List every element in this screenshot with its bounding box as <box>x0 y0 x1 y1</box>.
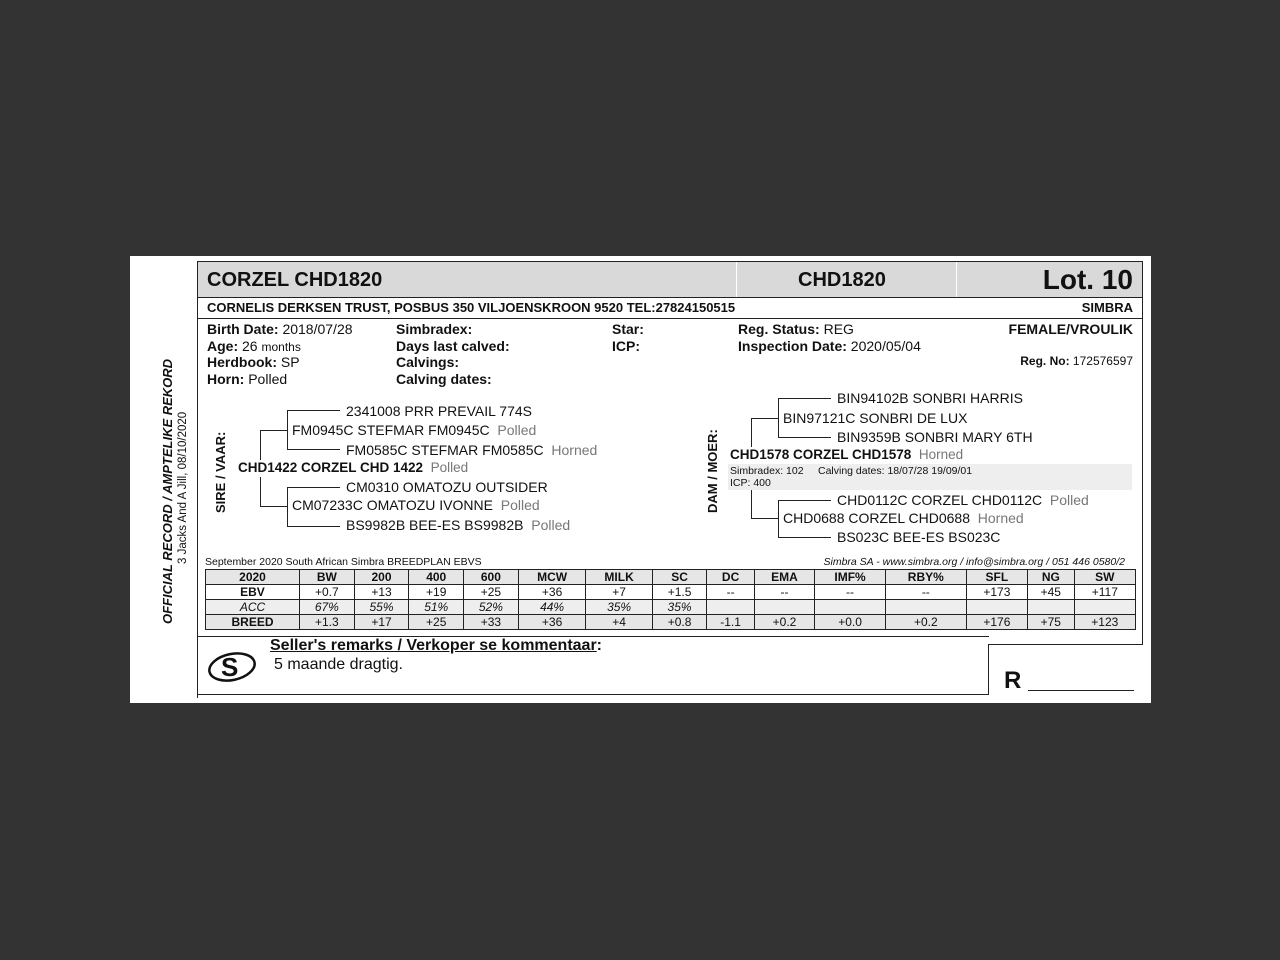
ebv-cell <box>1027 600 1074 615</box>
ebv-header-cell: 400 <box>409 570 464 585</box>
dam-label: DAM / MOER: <box>705 429 720 513</box>
sire-name: CHD1422 CORZEL CHD 1422 Polled <box>238 460 469 475</box>
ebv-row-label: ACC <box>206 600 300 615</box>
dam-sire: BIN97121C SONBRI DE LUX <box>783 410 968 426</box>
ebv-cell: +1.3 <box>299 615 354 630</box>
ebv-table <box>205 569 1136 630</box>
ebv-cell: -- <box>707 585 754 600</box>
ebv-cell: +13 <box>354 585 409 600</box>
ebv-cell: +36 <box>518 615 586 630</box>
ebv-header-cell: MILK <box>586 570 652 585</box>
ebv-header-row <box>206 570 1136 585</box>
ebv-cell: 67% <box>299 600 354 615</box>
ebv-cell: +75 <box>1027 615 1074 630</box>
card-bottom-line <box>197 694 989 695</box>
icp-label: ICP: <box>612 338 640 354</box>
star-label: Star: <box>612 321 644 337</box>
dam-dam: CHD0688 CORZEL CHD0688 Horned <box>783 510 1024 526</box>
dam-tree-line <box>778 500 779 538</box>
breed-row <box>206 615 1136 630</box>
owner-bottom-line <box>197 318 1143 319</box>
ebv-header-cell: MCW <box>518 570 586 585</box>
ebv-row-label: BREED <box>206 615 300 630</box>
ebv-cell <box>966 600 1027 615</box>
ebv-row <box>206 585 1136 600</box>
ebv-cell: +17 <box>354 615 409 630</box>
sire-tree-line <box>287 449 340 450</box>
sire-sire: FM0945C STEFMAR FM0945C Polled <box>292 422 537 438</box>
sire-tree-line <box>260 506 288 507</box>
reg-no: Reg. No: 172576597 <box>1020 354 1133 368</box>
ebv-cell: +173 <box>966 585 1027 600</box>
animal-code: CHD1820 <box>798 269 886 291</box>
ebv-cell: -1.1 <box>707 615 754 630</box>
price-box-top <box>988 644 1143 645</box>
lot-number: Lot. 10 <box>1042 264 1133 295</box>
ebv-cell <box>754 600 814 615</box>
ebv-cell: -- <box>885 585 966 600</box>
ebv-header-cell: 2020 <box>206 570 300 585</box>
simbradex-label: Simbradex: <box>396 321 473 337</box>
header-bottom-line <box>197 297 1143 298</box>
reg-status: Reg. Status: REG <box>738 321 854 337</box>
ebv-cell: +117 <box>1074 585 1135 600</box>
sire-tree-line <box>287 526 340 527</box>
dam-tree-line <box>778 537 831 538</box>
price-input-line[interactable] <box>1028 690 1134 691</box>
breed-label: SIMBRA <box>1081 300 1133 315</box>
ebv-cell: +0.2 <box>885 615 966 630</box>
ebv-cell: +7 <box>586 585 652 600</box>
ebv-cell: 55% <box>354 600 409 615</box>
ebv-row-label: EBV <box>206 585 300 600</box>
days-last-calved-label: Days last calved: <box>396 338 510 354</box>
ebv-cell <box>1074 600 1135 615</box>
sire-sire-sire: 2341008 PRR PREVAIL 774S <box>346 403 533 419</box>
simbra-logo <box>206 645 258 687</box>
ebv-header-cell: NG <box>1027 570 1074 585</box>
dam-simbradex: Simbradex: 102 <box>730 465 804 477</box>
calving-dates-label: Calving dates: <box>396 371 492 387</box>
dam-tree-line <box>778 437 831 438</box>
sire-tree-line <box>260 430 288 431</box>
dam-sire-sire: BIN94102B SONBRI HARRIS <box>837 390 1023 406</box>
sire-dam-dam: BS9982B BEE-ES BS9982B Polled <box>346 517 571 533</box>
dam-tree-line <box>751 490 752 518</box>
frame-left <box>197 261 198 698</box>
credit-label: 3 Jacks And A Jill, 08/10/2020 <box>177 411 189 564</box>
ebv-header-cell: 600 <box>464 570 519 585</box>
dam-tree-line <box>751 518 779 519</box>
ebv-header-cell: EMA <box>754 570 814 585</box>
ebv-cell: -- <box>815 585 886 600</box>
ebv-cell <box>707 600 754 615</box>
ebv-cell: 52% <box>464 600 519 615</box>
ebv-cell: 51% <box>409 600 464 615</box>
dam-dam-sire: CHD0112C CORZEL CHD0112C Polled <box>837 492 1089 508</box>
ebv-cell: +25 <box>464 585 519 600</box>
inspection-date: Inspection Date: 2020/05/04 <box>738 338 921 354</box>
ebv-cell: +0.2 <box>754 615 814 630</box>
ebv-cell: +45 <box>1027 585 1074 600</box>
sire-tree-line <box>287 410 340 411</box>
dam-tree-line <box>778 500 831 501</box>
ebv-cell: +19 <box>409 585 464 600</box>
ebv-cell: +25 <box>409 615 464 630</box>
header-divider-2 <box>956 262 957 297</box>
acc-row <box>206 600 1136 615</box>
ebv-cell: +0.0 <box>815 615 886 630</box>
dam-tree-line <box>751 418 779 419</box>
ebv-header-cell: SW <box>1074 570 1135 585</box>
ebv-header-cell: BW <box>299 570 354 585</box>
ebv-header-cell: RBY% <box>885 570 966 585</box>
ebv-cell: +0.8 <box>652 615 707 630</box>
header-divider-1 <box>736 262 737 297</box>
ebv-cell: +0.7 <box>299 585 354 600</box>
ebv-cell: +1.5 <box>652 585 707 600</box>
remarks-title: Seller's remarks / Verkoper se kommentaar: <box>270 637 602 654</box>
dam-sire-dam: BIN9359B SONBRI MARY 6TH <box>837 429 1033 445</box>
sire-tree-line <box>260 477 261 506</box>
price-label: R <box>1004 667 1022 694</box>
calvings-label: Calvings: <box>396 354 460 370</box>
ebv-cell: +33 <box>464 615 519 630</box>
ebv-header-cell: SFL <box>966 570 1027 585</box>
sire-dam: CM07233C OMATOZU IVONNE Polled <box>292 497 540 513</box>
dam-dam-dam: BS023C BEE-ES BS023C <box>837 529 1001 545</box>
price-box-left <box>988 645 989 694</box>
ebv-cell: 35% <box>652 600 707 615</box>
dam-tree-line <box>778 398 831 399</box>
ebv-cell <box>815 600 886 615</box>
sire-sire-dam: FM0585C STEFMAR FM0585C Horned <box>346 442 598 458</box>
ebv-cell <box>885 600 966 615</box>
sire-tree-line <box>260 430 261 460</box>
ebv-cell: +36 <box>518 585 586 600</box>
ebv-cell: +4 <box>586 615 652 630</box>
official-record-label: OFFICIAL RECORD / AMPTELIKE REKORD <box>160 358 175 624</box>
birth-date: Birth Date: 2018/07/28 <box>207 321 353 337</box>
ebv-cell: 35% <box>586 600 652 615</box>
sire-tree-line <box>287 487 340 488</box>
age: Age: 26 months <box>207 338 301 354</box>
owner-line: CORNELIS DERKSEN TRUST, POSBUS 350 VILJOENSKROON 9520 TEL:27824150515 <box>207 300 736 315</box>
ebv-cell: -- <box>754 585 814 600</box>
dam-calving-dates: Calving dates: 18/07/28 19/09/01 <box>818 465 973 477</box>
sex-label: FEMALE/VROULIK <box>1008 321 1133 337</box>
sire-tree-line <box>287 487 288 527</box>
horn: Horn: Polled <box>207 371 288 387</box>
animal-name: CORZEL CHD1820 <box>207 269 383 291</box>
sire-label: SIRE / VAAR: <box>213 431 228 513</box>
ebv-cell: +176 <box>966 615 1027 630</box>
remarks-text: 5 maande dragtig. <box>274 656 403 673</box>
dam-name: CHD1578 CORZEL CHD1578 Horned <box>730 447 964 462</box>
dam-icp: ICP: 400 <box>730 477 771 489</box>
simbra-logo-icon <box>206 645 258 687</box>
herdbook: Herdbook: SP <box>207 354 300 370</box>
ebv-header-cell: 200 <box>354 570 409 585</box>
ebv-header-cell: DC <box>707 570 754 585</box>
svg-text:S: S <box>221 652 239 682</box>
lot-card <box>130 256 1151 703</box>
ebv-header-cell: SC <box>652 570 707 585</box>
ebv-cell: +123 <box>1074 615 1135 630</box>
ebv-cell: 44% <box>518 600 586 615</box>
ebv-header-cell: IMF% <box>815 570 886 585</box>
dam-tree-line <box>751 418 752 447</box>
ebv-contact: Simbra SA - www.simbra.org / info@simbra.org / 051 446 0580/2 <box>823 556 1125 568</box>
ebv-caption: September 2020 South African Simbra BREEDPLAN EBVS <box>205 556 482 568</box>
sire-dam-sire: CM0310 OMATOZU OUTSIDER <box>346 479 548 495</box>
